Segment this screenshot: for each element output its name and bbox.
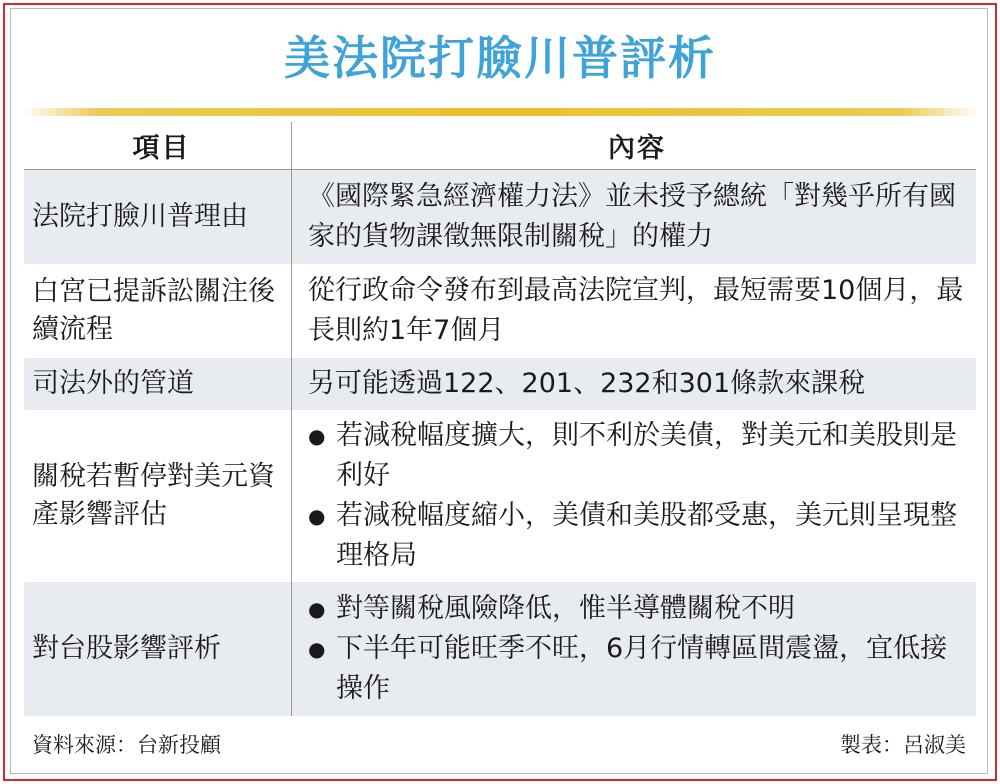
list-item <box>308 416 966 496</box>
row-item-cell <box>24 410 292 582</box>
row-item-label: 白宮已提訴訟關注後續流程 <box>32 276 275 345</box>
row-content-text: 另可能透過122、201、232和301條款來課稅 <box>308 368 866 399</box>
bullet-icon: ● <box>308 504 326 528</box>
bullet-text: 若減稅幅度縮小，美債和美股都受惠，美元則呈現整理格局 <box>336 500 957 571</box>
bullet-text: 下半年可能旺季不旺，6月行情轉區間震盪，宜低接操作 <box>336 633 948 704</box>
list-item <box>308 629 966 709</box>
table-row <box>24 264 976 358</box>
header-item: 項目 <box>24 122 292 169</box>
row-item-cell <box>24 582 292 716</box>
table-row <box>24 582 976 716</box>
title-divider <box>22 108 978 116</box>
bullet-icon: ● <box>308 597 326 621</box>
list-item <box>308 589 966 629</box>
row-item-cell <box>24 170 292 264</box>
maker-note: 製表：呂淑美 <box>840 733 966 757</box>
table-row <box>24 170 976 264</box>
row-item-cell <box>24 358 292 410</box>
infographic-title: 美法院打臉川普評析 <box>284 31 716 85</box>
row-item-label: 法院打臉川普理由 <box>32 201 248 232</box>
list-item <box>308 496 966 576</box>
analysis-table <box>24 122 976 716</box>
row-item-label: 司法外的管道 <box>32 368 194 399</box>
bullet-text: 對等關稅風險降低，惟半導體關稅不明 <box>336 593 795 624</box>
row-content-cell <box>292 358 976 410</box>
row-content-text: 《國際緊急經濟權力法》並未授予總統「對幾乎所有國家的貨物課徵無限制關稅」的權力 <box>308 181 956 252</box>
row-item-label: 關稅若暫停對美元資產影響評估 <box>32 461 275 530</box>
source-note: 資料來源：台新投顧 <box>32 733 221 757</box>
table-header-row <box>24 122 976 170</box>
row-content-text: 從行政命令發布到最高法院宣判，最短需要10個月，最長則約1年7個月 <box>308 275 964 346</box>
row-content-cell <box>292 264 976 358</box>
table-row <box>24 410 976 582</box>
bullet-icon: ● <box>308 637 326 661</box>
bullet-icon: ● <box>308 424 326 448</box>
header-content: 內容 <box>608 133 666 164</box>
row-item-cell <box>24 264 292 358</box>
row-content-cell <box>292 410 976 582</box>
bullet-text: 若減稅幅度擴大，則不利於美債，對美元和美股則是利好 <box>336 420 957 491</box>
row-content-cell <box>292 170 976 264</box>
row-content-cell <box>292 582 976 716</box>
row-item-label: 對台股影響評析 <box>32 633 221 664</box>
table-row <box>24 358 976 410</box>
